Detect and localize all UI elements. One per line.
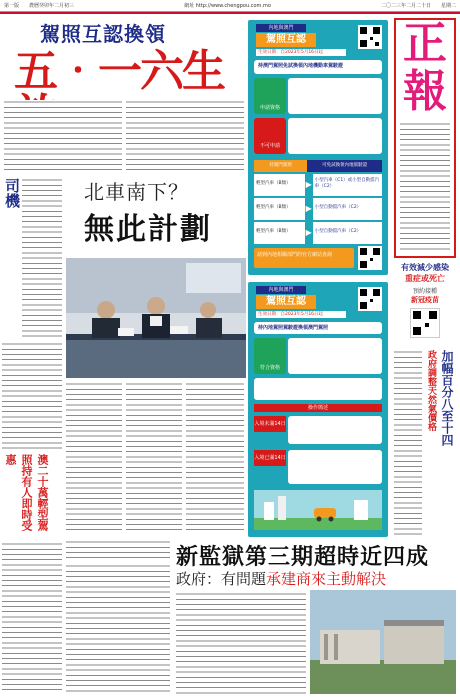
gas-price-kicker: 政府調整天然氣價格 xyxy=(426,350,436,431)
article-body-col2 xyxy=(126,100,244,172)
article2-body-col3 xyxy=(186,382,244,534)
info2-section1: 持內地駕照駕駛證換領澳門駕照 xyxy=(254,322,382,334)
qr-code-icon[interactable] xyxy=(358,287,382,311)
arrow-icon: ▶ xyxy=(305,204,312,213)
table-head-left: 持澳門駕照 xyxy=(254,160,307,172)
vertical-story-2 xyxy=(2,342,62,538)
gas-price-title: 加幅百分八至十四 xyxy=(440,350,454,446)
table-row: 輕型汽車（B類） ▶ 小型自動擋汽車（C2） xyxy=(254,198,382,220)
info-title: 駕照互認 xyxy=(256,33,316,47)
info-section1: 持澳門駕照免試換領內地機動車駕駛證 xyxy=(254,60,382,74)
prison-photo xyxy=(310,590,456,694)
prison-subheadline xyxy=(176,568,446,589)
illustration-city xyxy=(254,490,382,530)
vaccine-slogan1: 有效減少感染 xyxy=(401,263,449,272)
vaccine-slogan3: 預約接種 xyxy=(412,288,437,295)
info-table xyxy=(254,174,382,244)
prison-body xyxy=(176,592,306,694)
step1-label: 入境未滿14日 xyxy=(254,416,286,432)
info-date: 生效日期：自2023年5月16日起 xyxy=(256,49,346,56)
article2-title1: 北車南下？ xyxy=(84,180,189,204)
website-link[interactable]: 網址 http://www.chengpou.com.mo xyxy=(184,3,271,9)
info2-apply-label: 符合資格 xyxy=(254,338,286,374)
bottom-far-left-body xyxy=(2,542,62,694)
vertical-story-1-title: 司機 xyxy=(3,178,21,208)
steps-label: 操作簡述 xyxy=(254,404,382,412)
article2-body-col2 xyxy=(126,382,182,534)
info-link-text[interactable]: 請到內地相關部門的官方網站查詢 xyxy=(254,248,354,268)
apply-label: 申請資格 xyxy=(254,78,286,114)
article2-title2: 無此計劃 xyxy=(84,212,212,247)
top-divider xyxy=(0,12,460,14)
page-number: 第一版 xyxy=(4,3,20,9)
prison-sub-prefix: 政府：有問題 xyxy=(176,570,267,588)
bottom-left-body xyxy=(66,564,170,694)
masthead-char-2: 報 xyxy=(403,66,447,117)
weekday: 星期二 xyxy=(440,3,456,9)
arrow-icon: ▶ xyxy=(305,228,312,237)
vertical-story-1 xyxy=(2,178,62,338)
headline-main: 五‧一六生 xyxy=(14,46,224,97)
gregorian-date: 二〇二三年二月二十日 xyxy=(380,3,431,9)
reject-label: 不可申請 xyxy=(254,118,286,154)
qr-code-icon[interactable] xyxy=(410,308,440,338)
prison-headline: 新監獄第三期超時近四成 xyxy=(176,544,430,570)
table-row: 輕型汽車（B類） ▶ 小型汽車（C1）或小型自動擋汽車（C2） xyxy=(254,174,382,196)
qr-code-icon[interactable] xyxy=(358,246,382,270)
infographic-license-2 xyxy=(248,282,388,537)
gas-price-story xyxy=(394,350,456,538)
headline-kicker: 駕照互認換領 xyxy=(40,22,166,46)
table-head-right: 可免試換領內地駕駛證 xyxy=(307,160,382,172)
article-body-col1 xyxy=(4,100,122,172)
vaccine-slogan2: 重症或死亡 xyxy=(405,274,445,283)
vertical-story-2-title: 澳二十萬輕型駕照持有人即時受惠 xyxy=(4,454,49,531)
lunar-date: 農曆癸卯年二月初三 xyxy=(29,3,75,9)
top-bar xyxy=(0,0,460,12)
press-conference-photo xyxy=(66,258,246,378)
table-row: 輕型汽車（B類） ▶ 小型自動擋汽車（C2） xyxy=(254,222,382,244)
article2-body-col1 xyxy=(66,382,122,534)
infographic-license-1 xyxy=(248,20,388,275)
info2-badge: 內地與澳門 xyxy=(256,286,306,294)
masthead-char-1: 正 xyxy=(403,18,447,69)
info2-title: 駕照互認 xyxy=(256,295,316,309)
vaccine-ad[interactable] xyxy=(394,262,456,346)
info-badge: 內地與澳門 xyxy=(256,24,306,32)
prison-sub-red: 承建商來主動解決 xyxy=(266,570,387,588)
arrow-icon: ▶ xyxy=(305,180,312,189)
vaccine-slogan4: 新冠疫苗 xyxy=(411,296,439,304)
info2-date: 生效日期：自2023年5月16日起 xyxy=(256,311,346,318)
qr-code-icon[interactable] xyxy=(358,25,382,49)
step2-label: 入境已滿14日 xyxy=(254,450,286,466)
newspaper-masthead xyxy=(394,18,456,258)
